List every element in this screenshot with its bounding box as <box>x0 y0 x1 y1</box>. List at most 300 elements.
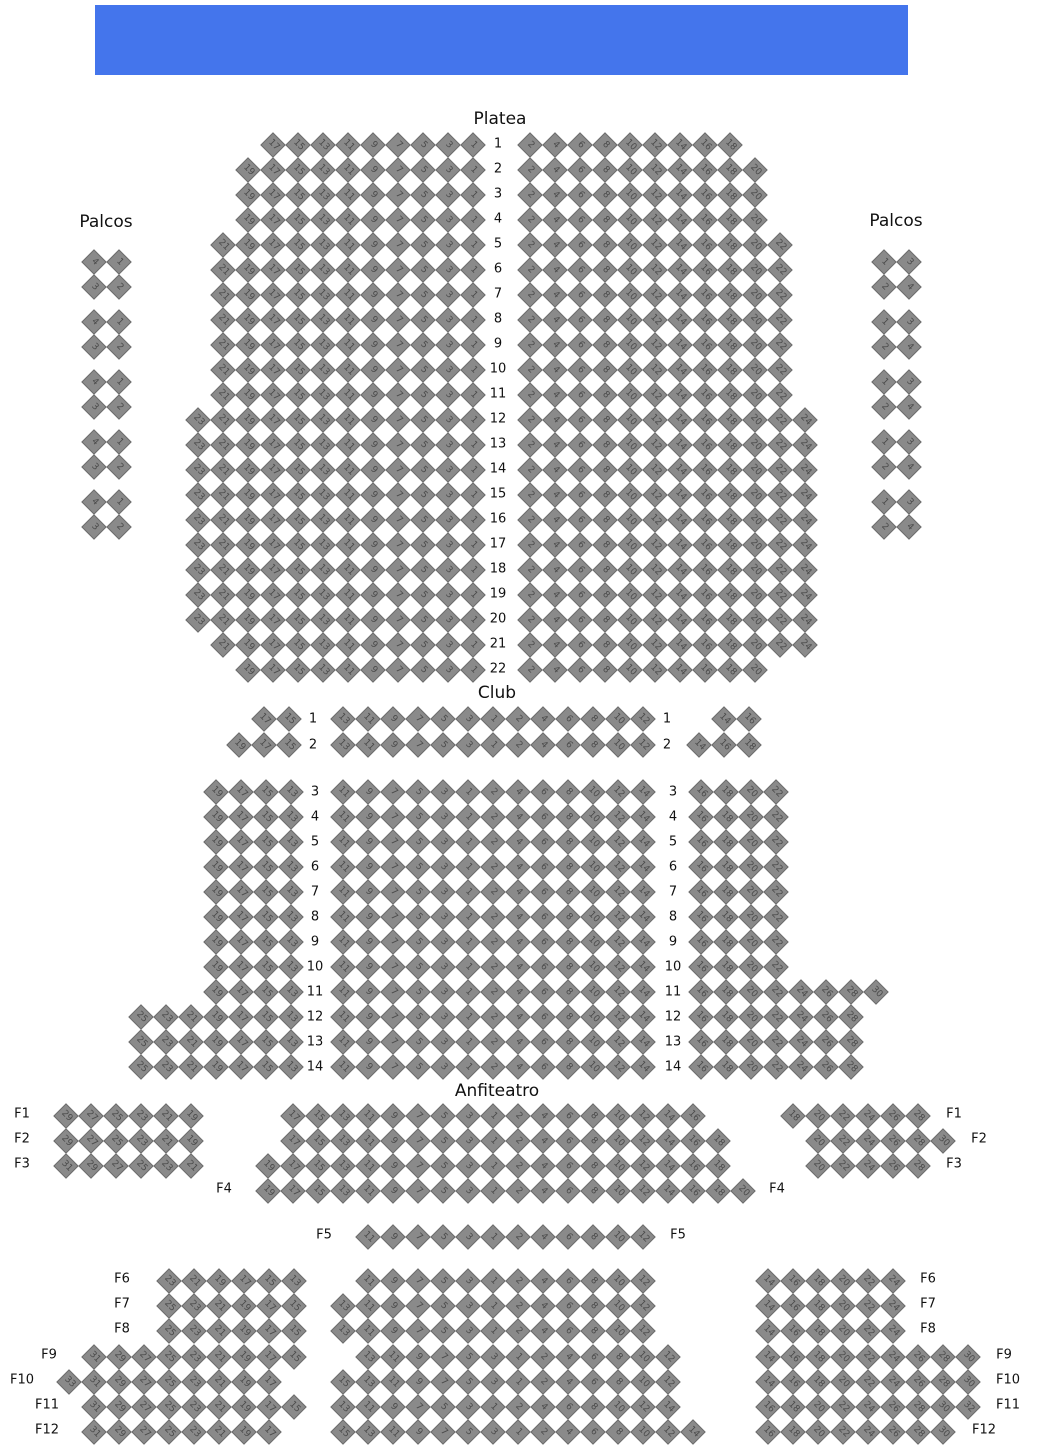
seat[interactable] <box>631 733 656 758</box>
seat[interactable] <box>731 1179 756 1204</box>
seat[interactable] <box>107 455 132 480</box>
seat-number: 8 <box>587 1185 599 1197</box>
seat-number: 9 <box>362 961 374 973</box>
seat-number: 2 <box>524 389 536 401</box>
seat-number: 31 <box>86 1349 102 1365</box>
seat-number: 2 <box>487 886 499 898</box>
seat-number: 2 <box>524 164 536 176</box>
seat-number: 1 <box>467 164 479 176</box>
seat-number: 1 <box>467 139 479 151</box>
seat-number: 17 <box>285 1158 301 1174</box>
seat-number: 1 <box>467 389 479 401</box>
seat-number: 22 <box>768 784 784 800</box>
seat-number: 13 <box>283 959 299 975</box>
row-label-platea: 3 <box>493 186 503 202</box>
seat-number: 20 <box>747 587 763 603</box>
seat-number: 7 <box>387 1061 399 1073</box>
seat-number: 9 <box>367 339 379 351</box>
seat-number: 6 <box>562 1110 574 1122</box>
seat-number: 18 <box>718 859 734 875</box>
seat-number: 14 <box>672 437 688 453</box>
seat-number: 19 <box>236 1374 252 1390</box>
seat-number: 8 <box>587 1401 599 1413</box>
seat-number: 2 <box>878 281 890 293</box>
seat-number: 13 <box>315 412 331 428</box>
seat-number: 7 <box>392 439 404 451</box>
seat-number: 8 <box>587 1231 599 1243</box>
seat-number: 15 <box>258 934 274 950</box>
seat-number: 13 <box>315 237 331 253</box>
seat-number: 14 <box>672 262 688 278</box>
seat-number: 10 <box>622 562 638 578</box>
seat-number: 22 <box>772 587 788 603</box>
seat-number: 21 <box>211 1374 227 1390</box>
seat-number: 10 <box>610 1323 626 1339</box>
seat-number: 21 <box>183 1059 199 1075</box>
seat-number: 11 <box>340 537 356 553</box>
seat-number: 13 <box>315 362 331 378</box>
seat-number: 25 <box>133 1034 149 1050</box>
seat-number: 15 <box>286 1323 302 1339</box>
row-label-club: 7 <box>668 884 678 900</box>
seat-number: 13 <box>335 1158 351 1174</box>
seat-number: 27 <box>136 1349 152 1365</box>
seat-number: 2 <box>487 1036 499 1048</box>
seat-number: 14 <box>672 612 688 628</box>
seat-number: 15 <box>290 512 306 528</box>
seat[interactable] <box>897 395 922 420</box>
seat-number: 8 <box>599 264 611 276</box>
seat[interactable] <box>279 1055 304 1080</box>
seat-number: 14 <box>760 1273 776 1289</box>
seat-number: 6 <box>537 1011 549 1023</box>
row-label-anfiteatro: F2 <box>14 1131 30 1147</box>
seat-number: 12 <box>610 1034 626 1050</box>
seat-number: 3 <box>903 316 915 328</box>
seat-number: 10 <box>585 909 601 925</box>
seat-number: 21 <box>211 1323 227 1339</box>
seat-number: 7 <box>412 713 424 725</box>
seat-number: 16 <box>685 1133 701 1149</box>
seat-number: 21 <box>215 387 231 403</box>
seat-number: 20 <box>747 437 763 453</box>
seat-number: 19 <box>240 662 256 678</box>
seat[interactable] <box>681 1420 706 1445</box>
seat-number: 11 <box>360 1323 376 1339</box>
seat-number: 5 <box>417 614 429 626</box>
seat-number: 22 <box>860 1323 876 1339</box>
row-label-club: 5 <box>668 834 678 850</box>
row-label-platea: 15 <box>489 486 507 502</box>
seat-number: 2 <box>487 986 499 998</box>
seat[interactable] <box>931 1129 956 1154</box>
seat[interactable] <box>897 335 922 360</box>
seat-number: 2 <box>487 1061 499 1073</box>
seat-number: 9 <box>367 439 379 451</box>
seat-number: 7 <box>387 961 399 973</box>
seat[interactable] <box>277 733 302 758</box>
seat-number: 15 <box>290 262 306 278</box>
seat-number: 1 <box>487 1300 499 1312</box>
seat-number: 3 <box>437 961 449 973</box>
seat-number: 20 <box>743 834 759 850</box>
seat[interactable] <box>631 1055 656 1080</box>
seat-number: 16 <box>693 809 709 825</box>
seat-number: 9 <box>367 239 379 251</box>
seat-number: 1 <box>462 936 474 948</box>
seat-number: 1 <box>487 1401 499 1413</box>
seat-number: 9 <box>367 289 379 301</box>
seat-number: 3 <box>442 589 454 601</box>
seat-number: 2 <box>113 461 125 473</box>
seat-number: 17 <box>265 312 281 328</box>
seat[interactable] <box>864 980 889 1005</box>
seat[interactable] <box>737 733 762 758</box>
seat-number: 2 <box>524 264 536 276</box>
seat-number: 12 <box>647 312 663 328</box>
seat-number: 2 <box>512 1275 524 1287</box>
seat-number: 29 <box>111 1374 127 1390</box>
seat-number: 24 <box>860 1399 876 1415</box>
seat-number: 4 <box>562 1426 574 1438</box>
seat-number: 10 <box>585 834 601 850</box>
row-label-anfiteatro: F10 <box>9 1372 35 1388</box>
seat-number: 10 <box>610 1229 626 1245</box>
seat-number: 16 <box>693 959 709 975</box>
seat[interactable] <box>107 335 132 360</box>
seat-number: 14 <box>672 237 688 253</box>
seat-number: 22 <box>768 984 784 1000</box>
seat[interactable] <box>897 455 922 480</box>
seat-number: 28 <box>935 1374 951 1390</box>
seat-number: 3 <box>903 256 915 268</box>
seat-number: 17 <box>233 909 249 925</box>
row-label-anfiteatro: F2 <box>971 1131 987 1147</box>
seat-number: 13 <box>283 884 299 900</box>
seat[interactable] <box>631 1225 656 1250</box>
seat-number: 1 <box>467 414 479 426</box>
section-title-anfiteatro: Anfiteatro <box>454 1081 540 1101</box>
seat-number: 9 <box>412 1376 424 1388</box>
seat[interactable] <box>839 1055 864 1080</box>
seat-number: 19 <box>240 437 256 453</box>
seat-number: 24 <box>797 412 813 428</box>
seat-number: 12 <box>647 387 663 403</box>
seat-number: 4 <box>512 1011 524 1023</box>
row-label-platea: 11 <box>489 386 507 402</box>
seat-number: 3 <box>462 1160 474 1172</box>
seat-number: 19 <box>240 587 256 603</box>
seat-number: 20 <box>810 1158 826 1174</box>
seat-number: 25 <box>108 1108 124 1124</box>
seat-number: 1 <box>462 911 474 923</box>
row-label-club: 13 <box>306 1034 324 1050</box>
seat-number: 14 <box>672 562 688 578</box>
seat-number: 11 <box>340 412 356 428</box>
seat-number: 18 <box>718 1059 734 1075</box>
seat-number: 10 <box>635 1424 651 1440</box>
seat-number: 11 <box>335 1059 351 1075</box>
seat-number: 4 <box>88 436 100 448</box>
seat-number: 26 <box>818 1009 834 1025</box>
seat-number: 9 <box>387 1135 399 1147</box>
seat-number: 1 <box>462 1036 474 1048</box>
seat-number: 2 <box>878 521 890 533</box>
seat-number: 17 <box>265 362 281 378</box>
seat-number: 9 <box>387 1231 399 1243</box>
seat-number: 7 <box>412 1135 424 1147</box>
row-label-club: 8 <box>310 909 320 925</box>
seat[interactable] <box>956 1395 981 1420</box>
seat-number: 25 <box>161 1399 177 1415</box>
seat[interactable] <box>931 1420 956 1445</box>
seat-number: 11 <box>385 1374 401 1390</box>
seat-number: 12 <box>647 512 663 528</box>
seat-number: 19 <box>240 387 256 403</box>
seat-number: 20 <box>743 1034 759 1050</box>
seat-number: 4 <box>537 1185 549 1197</box>
seat-number: 29 <box>111 1424 127 1440</box>
row-label-anfiteatro: F7 <box>920 1296 936 1312</box>
seat-number: 30 <box>868 984 884 1000</box>
seat-number: 19 <box>240 562 256 578</box>
seat-number: 19 <box>240 237 256 253</box>
seat-number: 14 <box>635 959 651 975</box>
seat-number: 9 <box>387 713 399 725</box>
seat-number: 12 <box>610 959 626 975</box>
seat-number: 4 <box>537 1160 549 1172</box>
seat-number: 19 <box>240 362 256 378</box>
seat-number: 17 <box>265 237 281 253</box>
seat-number: 10 <box>610 1133 626 1149</box>
seat-number: 10 <box>610 737 626 753</box>
seat-number: 3 <box>442 539 454 551</box>
seat-number: 14 <box>635 834 651 850</box>
seat-number: 10 <box>610 1108 626 1124</box>
seat-number: 6 <box>537 936 549 948</box>
seat-number: 4 <box>549 139 561 151</box>
seat[interactable] <box>897 275 922 300</box>
row-label-platea: 1 <box>493 136 503 152</box>
seat-number: 17 <box>285 1108 301 1124</box>
seat-number: 12 <box>647 412 663 428</box>
seat[interactable] <box>107 395 132 420</box>
seat-number: 2 <box>512 1231 524 1243</box>
seat-number: 8 <box>562 861 574 873</box>
seat-number: 1 <box>113 376 125 388</box>
seat-number: 10 <box>622 512 638 528</box>
seat-number: 14 <box>672 137 688 153</box>
seat-number: 22 <box>772 512 788 528</box>
seat-number: 3 <box>88 341 100 353</box>
seat-number: 12 <box>610 1009 626 1025</box>
seat-number: 20 <box>747 487 763 503</box>
seat-number: 6 <box>574 189 586 201</box>
seat-number: 18 <box>722 437 738 453</box>
seat-number: 3 <box>437 836 449 848</box>
seat-number: 18 <box>810 1323 826 1339</box>
seat-number: 20 <box>743 1009 759 1025</box>
seat-number: 26 <box>818 984 834 1000</box>
seat-number: 2 <box>512 1135 524 1147</box>
seat[interactable] <box>743 658 768 683</box>
seat-number: 10 <box>610 1183 626 1199</box>
seat-number: 12 <box>647 262 663 278</box>
seat-number: 10 <box>635 1349 651 1365</box>
seat-number: 5 <box>412 961 424 973</box>
seat-number: 7 <box>392 489 404 501</box>
seat-number: 13 <box>315 387 331 403</box>
seat-number: 3 <box>903 436 915 448</box>
seat-number: 11 <box>340 237 356 253</box>
seat-number: 11 <box>340 312 356 328</box>
seat-number: 16 <box>785 1374 801 1390</box>
row-label-club: 6 <box>310 859 320 875</box>
seat-number: 8 <box>562 986 574 998</box>
seat-number: 4 <box>903 281 915 293</box>
row-label-club: 2 <box>308 737 318 753</box>
seat-number: 5 <box>417 214 429 226</box>
seat-number: 19 <box>240 187 256 203</box>
seat-number: 4 <box>903 341 915 353</box>
seat-number: 28 <box>843 984 859 1000</box>
seat-number: 23 <box>186 1399 202 1415</box>
seat-number: 9 <box>362 886 374 898</box>
seat-number: 11 <box>335 909 351 925</box>
seat-number: 9 <box>367 364 379 376</box>
seat-number: 2 <box>524 514 536 526</box>
seat-number: 2 <box>537 1376 549 1388</box>
seat-number: 9 <box>387 1401 399 1413</box>
seat-number: 18 <box>810 1349 826 1365</box>
seat-number: 1 <box>467 314 479 326</box>
seat-number: 7 <box>392 314 404 326</box>
seat-number: 19 <box>236 1349 252 1365</box>
seat-number: 8 <box>599 614 611 626</box>
seat-number: 24 <box>793 1034 809 1050</box>
seat-number: 11 <box>360 1133 376 1149</box>
seat-number: 2 <box>512 1401 524 1413</box>
seat-number: 9 <box>367 139 379 151</box>
seat-number: 20 <box>747 187 763 203</box>
seat-number: 26 <box>885 1424 901 1440</box>
seat-number: 30 <box>935 1399 951 1415</box>
seat-number: 22 <box>772 437 788 453</box>
seat-number: 11 <box>360 737 376 753</box>
seat-number: 11 <box>340 262 356 278</box>
seat-number: 15 <box>290 562 306 578</box>
seat-number: 5 <box>417 464 429 476</box>
seat-number: 14 <box>672 337 688 353</box>
seat-number: 11 <box>360 1158 376 1174</box>
row-label-club: 14 <box>664 1059 682 1075</box>
seat-number: 2 <box>524 189 536 201</box>
seat-number: 14 <box>635 784 651 800</box>
seat-number: 5 <box>417 339 429 351</box>
row-label-club: 11 <box>306 984 324 1000</box>
seat-number: 18 <box>718 884 734 900</box>
seat-number: 11 <box>335 1034 351 1050</box>
seat-number: 13 <box>315 312 331 328</box>
seat-number: 1 <box>462 1011 474 1023</box>
seat-number: 20 <box>743 909 759 925</box>
seat-number: 18 <box>722 562 738 578</box>
seat[interactable] <box>107 515 132 540</box>
seat-number: 18 <box>718 909 734 925</box>
seat-number: 29 <box>58 1133 74 1149</box>
seat[interactable] <box>793 633 818 658</box>
seat-number: 13 <box>315 187 331 203</box>
seat-number: 4 <box>549 439 561 451</box>
seat-number: 20 <box>835 1273 851 1289</box>
seat-number: 29 <box>83 1158 99 1174</box>
row-label-club: 7 <box>310 884 320 900</box>
seat-number: 8 <box>587 1300 599 1312</box>
seat-number: 2 <box>113 401 125 413</box>
seat-number: 21 <box>215 262 231 278</box>
seat[interactable] <box>282 1345 307 1370</box>
seat-number: 12 <box>647 137 663 153</box>
seat-number: 22 <box>860 1273 876 1289</box>
seat[interactable] <box>179 1154 204 1179</box>
seat-number: 10 <box>622 337 638 353</box>
seat[interactable] <box>897 515 922 540</box>
seat[interactable] <box>107 275 132 300</box>
seat-number: 5 <box>417 414 429 426</box>
seat-number: 17 <box>265 262 281 278</box>
seat-number: 15 <box>290 187 306 203</box>
seat[interactable] <box>461 658 486 683</box>
seat-number: 4 <box>537 1300 549 1312</box>
seat-number: 16 <box>693 834 709 850</box>
seat-number: 6 <box>562 1275 574 1287</box>
seat-number: 24 <box>860 1133 876 1149</box>
seat-number: 9 <box>362 1061 374 1073</box>
seat-number: 9 <box>367 589 379 601</box>
seat-number: 22 <box>768 909 784 925</box>
seat-number: 21 <box>215 537 231 553</box>
seat[interactable] <box>257 1420 282 1445</box>
seat-number: 9 <box>362 786 374 798</box>
row-label-anfiteatro: F12 <box>971 1422 997 1438</box>
seat-number: 6 <box>537 911 549 923</box>
row-label-anfiteatro: F6 <box>920 1271 936 1287</box>
seat-number: 4 <box>512 1036 524 1048</box>
seat-number: 7 <box>387 1011 399 1023</box>
seat-number: 10 <box>585 934 601 950</box>
seat-number: 16 <box>697 487 713 503</box>
seat-number: 9 <box>387 1300 399 1312</box>
seat[interactable] <box>906 1154 931 1179</box>
seat[interactable] <box>282 1395 307 1420</box>
seat-number: 16 <box>697 537 713 553</box>
seat-number: 19 <box>240 162 256 178</box>
seat-number: 4 <box>512 911 524 923</box>
seat-number: 30 <box>960 1349 976 1365</box>
seat-number: 2 <box>524 664 536 676</box>
seat-number: 7 <box>392 589 404 601</box>
seat-number: 4 <box>549 614 561 626</box>
seat-number: 11 <box>360 1108 376 1124</box>
seat-number: 3 <box>437 1036 449 1048</box>
seat-number: 20 <box>743 884 759 900</box>
row-label-club: 1 <box>308 711 318 727</box>
seat-number: 13 <box>360 1374 376 1390</box>
seat-number: 21 <box>158 1108 174 1124</box>
row-label-club: 3 <box>668 784 678 800</box>
seat-number: 20 <box>743 1059 759 1075</box>
seat-number: 18 <box>722 487 738 503</box>
